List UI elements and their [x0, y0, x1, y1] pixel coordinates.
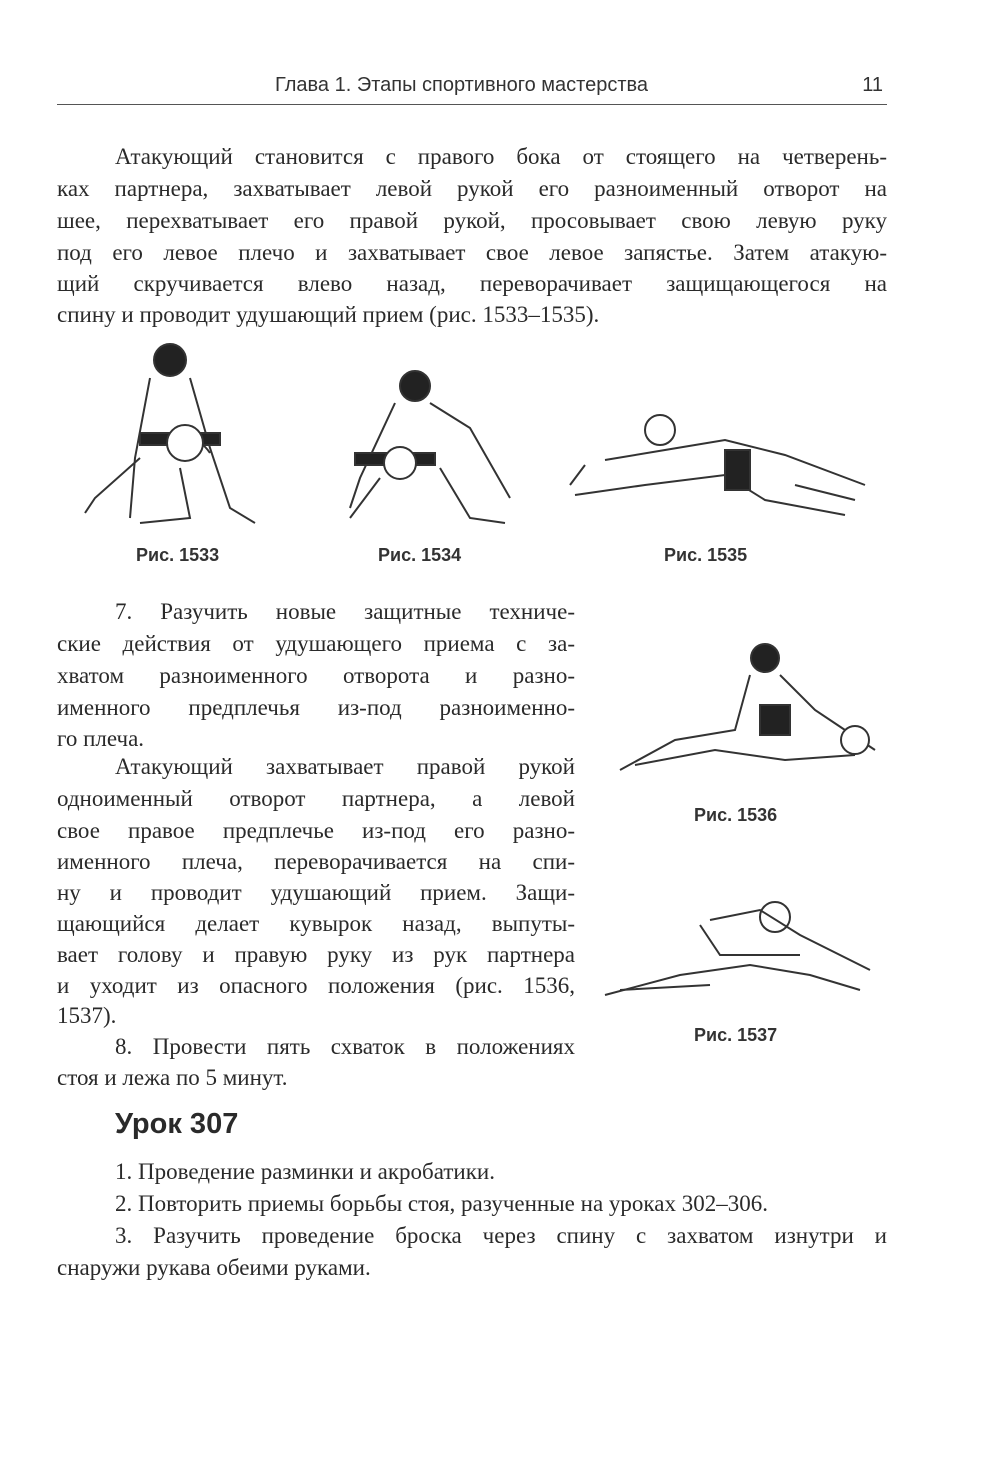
figure-1534-illustration [320, 368, 520, 528]
lesson-item: 3. Разучить проведение броска через спину с захватом изнутри и [115, 1223, 887, 1248]
text-line: 8. Провести пять схваток в положениях [115, 1034, 575, 1059]
text-line: 7. Разучить новые защитные техниче- [115, 599, 575, 624]
figure-1535-illustration [565, 405, 880, 530]
figure-1536-illustration [615, 640, 885, 780]
lesson-item: 1. Проведение разминки и акробатики. [115, 1159, 495, 1184]
text-line: Атакующий становится с правого бока от стоящего на четверень- [115, 144, 887, 169]
text-line: щий скручивается влево назад, переворачивает защищающегося на [57, 271, 887, 296]
text-line: вает голову и правую руку из рук партнера [57, 942, 575, 967]
lesson-heading: Урок 307 [115, 1108, 239, 1140]
text-line: именного предплечья из-под разноименно- [57, 695, 575, 720]
header-rule [57, 104, 887, 105]
figure-1536-caption: Рис. 1536 [694, 805, 778, 825]
text-line: ках партнера, захватывает левой рукой его разноименный отворот на [57, 176, 887, 201]
figure-1533-illustration [80, 338, 280, 533]
text-line: под его левое плечо и захватывает свое левое запястье. Затем атакую- [57, 240, 887, 265]
lesson-item: 2. Повторить приемы борьбы стоя, разученные на уроках 302–306. [115, 1191, 768, 1216]
text-line: свое правое предплечье из-под его разно- [57, 818, 575, 843]
text-line: ну и проводит удушающий прием. Защи- [57, 880, 575, 905]
text-line: хватом разноименного отворота и разно- [57, 663, 575, 688]
text-line: спину и проводит удушающий прием (рис. 1533–1535). [57, 302, 600, 327]
text-line: ские действия от удушающего приема с за- [57, 631, 575, 656]
text-line: Атакующий захватывает правой рукой [115, 754, 575, 779]
lesson-item: снаружи рукава обеими руками. [57, 1255, 371, 1280]
text-line: одноименный отворот партнера, а левой [57, 786, 575, 811]
figure-1533-caption: Рис. 1533 [136, 545, 220, 565]
running-header [57, 74, 887, 102]
figure-1535-caption: Рис. 1535 [664, 545, 748, 565]
figure-1537-illustration [600, 895, 880, 1005]
text-line: стоя и лежа по 5 минут. [57, 1065, 288, 1090]
text-line: го плеча. [57, 726, 145, 751]
figure-1537-caption: Рис. 1537 [694, 1025, 778, 1045]
page-number: 11 [862, 74, 883, 96]
text-line: 1537). [57, 1003, 117, 1028]
text-line: и уходит из опасного положения (рис. 1536, [57, 973, 575, 998]
figure-1534-caption: Рис. 1534 [378, 545, 462, 565]
text-line: щающийся делает кувырок назад, выпуты- [57, 911, 575, 936]
text-line: шее, перехватывает его правой рукой, просовывает свою левую руку [57, 208, 887, 233]
text-line: именного плеча, переворачивается на спи- [57, 849, 575, 874]
chapter-title: Глава 1. Этапы спортивного мастерства [275, 74, 649, 96]
